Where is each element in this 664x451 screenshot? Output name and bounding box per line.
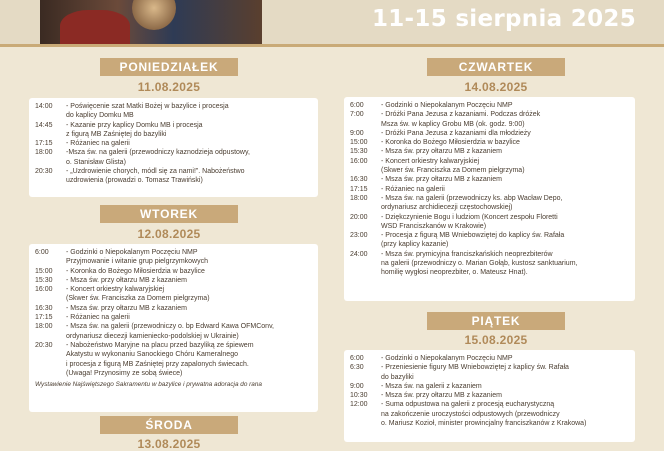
schedule-row (35, 360, 312, 369)
schedule-description: - Koncert orkiestry kalwaryjskiej (381, 157, 480, 165)
schedule-time (350, 410, 381, 419)
event-dates: 11-15 sierpnia 2025 (371, 6, 636, 32)
schedule-row (35, 313, 312, 322)
schedule-description: i procesja z figurą MB Zaśniętej przy zapalonych świecach. (66, 360, 249, 368)
day-banner-tuesday: WTOREK (100, 205, 238, 223)
schedule-description: - Dziękczynienie Bogu i ludziom (Koncert zespołu Floretti (381, 213, 558, 221)
schedule-description: Msza św. w kaplicy Grobu MB (ok. godz. 9:00) (381, 120, 525, 128)
schedule-row (350, 120, 629, 129)
schedule-description: - Godzinki o Niepokalanym Poczęciu NMP (381, 355, 513, 362)
schedule-time: 6:30 (350, 364, 364, 372)
schedule-row (350, 101, 629, 110)
schedule-row (350, 382, 629, 391)
schedule-description: (przy kaplicy kazanie) (381, 241, 449, 249)
schedule-description: (Uwaga! Przynosimy ze sobą świece) (66, 369, 183, 377)
schedule-description: - Msza św. przy ołtarzu MB z kazaniem (66, 276, 187, 284)
schedule-row (35, 248, 312, 257)
schedule-description: - Koronka do Bożego Miłosierdzia w bazylice (66, 267, 205, 275)
schedule-time: 7:00 (350, 111, 364, 119)
schedule-time: 14:45 (35, 121, 53, 129)
schedule-row (35, 322, 312, 331)
schedule-description: - Msza św. na galerii (przewodniczy ks. abp Wacław Depo, (381, 194, 563, 202)
schedule-description: Przyjmowanie i witanie grup pielgrzymkowych (66, 258, 208, 266)
schedule-description: - Dróżki Pana Jezusa z kazaniami. Podczas dróżek (381, 111, 541, 119)
day-banner-monday: PONIEDZIAŁEK (100, 58, 238, 76)
schedule-description: - Msza św. przy ołtarzu MB z kazaniem (381, 392, 502, 400)
schedule-row (350, 259, 629, 268)
schedule-time: 17:15 (35, 314, 53, 322)
schedule-description: uzdrowienia (prowadzi o. Tomasz Trawiński) (66, 177, 203, 185)
schedule-row (350, 203, 629, 212)
schedule-description: - Nabożeństwo Maryjne na placu przed bazyliką ze śpiewem (66, 341, 254, 349)
schedule-list-thursday (350, 101, 629, 278)
day-date-wednesday: 13.08.2025 (137, 437, 201, 451)
schedule-time (350, 203, 381, 212)
schedule-row (35, 102, 312, 111)
schedule-time: 17:15 (35, 140, 53, 148)
schedule-row (35, 158, 312, 167)
schedule-row (350, 391, 629, 400)
schedule-description: - Różaniec na galerii (66, 314, 130, 322)
schedule-time (35, 176, 66, 185)
schedule-time: 6:00 (350, 102, 364, 109)
schedule-row (350, 373, 629, 382)
schedule-row (350, 400, 629, 409)
schedule-time: 15:00 (350, 139, 368, 147)
schedule-time: 20:30 (35, 341, 53, 349)
painting-robe (60, 10, 130, 44)
day-banner-friday: PIĄTEK (427, 312, 565, 330)
schedule-description: - Msza św. na galerii (przewodniczy o. bp Edward Kawa OFMConv, (66, 323, 275, 331)
schedule-description: - Różaniec na galerii (66, 140, 130, 148)
schedule-row (35, 285, 312, 294)
schedule-time (350, 222, 381, 231)
schedule-time (350, 373, 381, 382)
schedule-description: - Procesja z figurą MB Wniebowziętej do kaplicy św. Rafała (381, 232, 565, 240)
schedule-description: - Koronka do Bożego Miłosierdzia w bazylice (381, 139, 520, 147)
schedule-description: o. Stanisław Glista) (66, 158, 126, 166)
schedule-row (350, 138, 629, 147)
schedule-time (35, 360, 66, 369)
schedule-row (350, 213, 629, 222)
schedule-time (350, 268, 381, 277)
schedule-description: ordynariusz archidiecezji częstochowskiej) (381, 204, 513, 212)
schedule-description: z figurą MB Zaśniętej do bazyliki (66, 130, 167, 138)
schedule-row (35, 167, 312, 176)
schedule-time: 18:00 (35, 149, 53, 157)
schedule-description: Akatystu w wykonaniu Sanockiego Chóru Kameralnego (66, 351, 238, 359)
schedule-time (35, 257, 66, 266)
schedule-list-tuesday (35, 248, 312, 378)
schedule-time (350, 166, 381, 175)
schedule-description: - Przeniesienie figury MB Wniebowziętej z kaplicy św. Rafała (381, 364, 569, 372)
schedule-row (35, 267, 312, 276)
schedule-row (350, 175, 629, 184)
schedule-row (350, 354, 629, 363)
day-banner-wednesday: ŚRODA (100, 416, 238, 434)
schedule-row (35, 130, 312, 139)
schedule-description: - Kazanie przy kaplicy Domku MB i procesja (66, 121, 203, 129)
schedule-description: - „Uzdrowienie chorych, módl się za nami!”. Nabożeństwo (66, 168, 245, 176)
schedule-description: - Msza św. przy ołtarzu MB z kazaniem (66, 304, 187, 312)
schedule-row (35, 369, 312, 378)
schedule-panel-monday (29, 98, 318, 197)
adoration-note: Wystawienie Najświętszego Sakramentu w bazylice i prywatna adoracja do rana (35, 381, 262, 389)
day-banner-thursday: CZWARTEK (427, 58, 565, 76)
schedule-description: - Godzinki o Niepokalanym Poczęciu NMP (66, 249, 198, 256)
schedule-time (35, 369, 66, 378)
schedule-row (35, 350, 312, 359)
madonna-painting (40, 0, 262, 44)
schedule-time (35, 332, 66, 341)
schedule-time: 17:15 (350, 185, 368, 193)
schedule-description: - Dróżki Pana Jezusa z kazaniami dla młodzieży (381, 129, 531, 137)
schedule-row (35, 304, 312, 313)
schedule-row (35, 148, 312, 157)
schedule-time (35, 158, 66, 167)
schedule-time: 16:30 (35, 304, 53, 312)
schedule-description: o. Mariusz Kozioł, minister prowincjalny franciszkanów z Krakowa) (381, 420, 587, 428)
schedule-row (350, 250, 629, 259)
schedule-list-monday (35, 102, 312, 186)
schedule-row (350, 240, 629, 249)
schedule-description: (Skwer św. Franciszka za Domem pielgrzyma) (381, 167, 525, 175)
header-divider (0, 44, 664, 47)
schedule-time: 9:00 (350, 382, 364, 390)
schedule-row (350, 268, 629, 277)
schedule-description: do kaplicy Domku MB (66, 112, 134, 120)
schedule-description: na galerii (przewodniczy o. Marian Gołąb, kustosz sanktuarium, (381, 260, 578, 268)
schedule-row (350, 363, 629, 372)
schedule-row (350, 222, 629, 231)
schedule-description: - Msza św. przy ołtarzu MB z kazaniem (381, 148, 502, 156)
schedule-row (350, 157, 629, 166)
schedule-description: - Msza św. przy ołtarzu MB z kazaniem (381, 176, 502, 184)
schedule-description: - Godzinki o Niepokalanym Poczęciu NMP (381, 102, 513, 109)
schedule-description: -Msza św. na galerii (przewodniczy kaznodzieja odpustowy, (66, 149, 250, 157)
day-date-monday: 11.08.2025 (137, 80, 201, 94)
schedule-description: do bazyliki (381, 373, 414, 381)
schedule-time: 15:30 (350, 148, 368, 156)
schedule-time: 16:30 (350, 176, 368, 184)
schedule-description: - Suma odpustowa na galerii z procesją eucharystyczną (381, 401, 555, 409)
schedule-description: - Msza św. na galerii z kazaniem (381, 382, 482, 390)
schedule-description: - Msza św. prymicyjna franciszkańskich neoprezbiterów (381, 250, 553, 258)
schedule-row (350, 147, 629, 156)
schedule-description: - Poświęcenie szat Matki Bożej w bazylice i procesja (66, 103, 229, 110)
schedule-row (35, 257, 312, 266)
schedule-time: 23:00 (350, 232, 368, 240)
schedule-description: - Koncert orkiestry kalwaryjskiej (66, 286, 165, 294)
schedule-row (35, 176, 312, 185)
schedule-time (35, 130, 66, 139)
schedule-row (35, 341, 312, 350)
schedule-description: (Skwer św. Franciszka za Domem pielgrzyma) (66, 295, 210, 303)
schedule-time: 9:00 (350, 129, 364, 137)
schedule-time: 10:30 (350, 392, 368, 400)
schedule-row (35, 111, 312, 120)
schedule-time: 6:00 (35, 249, 49, 256)
schedule-time: 20:00 (350, 213, 368, 221)
schedule-description: - Różaniec na galerii (381, 185, 445, 193)
schedule-row (350, 410, 629, 419)
day-date-thursday: 14.08.2025 (464, 80, 528, 94)
schedule-row (35, 121, 312, 130)
schedule-time: 20:30 (35, 168, 53, 176)
schedule-row (35, 294, 312, 303)
schedule-time (35, 350, 66, 359)
schedule-row (350, 110, 629, 119)
schedule-description: ordynariusz diecezji kamieniecko-podolskiej w Ukrainie) (66, 332, 239, 340)
schedule-description: homilię wygłosi neoprezbiter, o. Mateusz Hnat). (381, 269, 528, 277)
schedule-time (350, 419, 381, 428)
schedule-row (350, 194, 629, 203)
schedule-row (350, 419, 629, 428)
schedule-time: 16:00 (350, 157, 368, 165)
schedule-row (35, 139, 312, 148)
day-date-friday: 15.08.2025 (464, 333, 528, 347)
schedule-row (350, 129, 629, 138)
schedule-panel-thursday (344, 97, 635, 301)
schedule-time: 15:30 (35, 276, 53, 284)
schedule-panel-tuesday (29, 244, 318, 412)
schedule-time (35, 294, 66, 303)
schedule-time (350, 240, 381, 249)
schedule-time: 14:00 (35, 103, 53, 110)
schedule-time: 18:00 (350, 194, 368, 202)
schedule-row (350, 231, 629, 240)
schedule-description: na zakończenie uroczystości odpustowych (przewodniczy (381, 410, 560, 418)
schedule-time: 6:00 (350, 355, 364, 362)
painting-halo (132, 0, 176, 30)
schedule-row (35, 276, 312, 285)
day-date-tuesday: 12.08.2025 (137, 227, 201, 241)
schedule-row (350, 166, 629, 175)
schedule-time (35, 111, 66, 120)
schedule-time: 12:00 (350, 401, 368, 409)
schedule-row (350, 185, 629, 194)
schedule-time: 16:00 (35, 286, 53, 294)
schedule-description: WSD Franciszkanów w Krakowie) (381, 222, 487, 230)
schedule-time: 15:00 (35, 267, 53, 275)
schedule-time: 24:00 (350, 250, 368, 258)
schedule-time (350, 259, 381, 268)
schedule-panel-friday (344, 350, 635, 442)
schedule-row (35, 332, 312, 341)
schedule-time: 18:00 (35, 323, 53, 331)
schedule-time (350, 120, 381, 129)
schedule-list-friday (350, 354, 629, 428)
